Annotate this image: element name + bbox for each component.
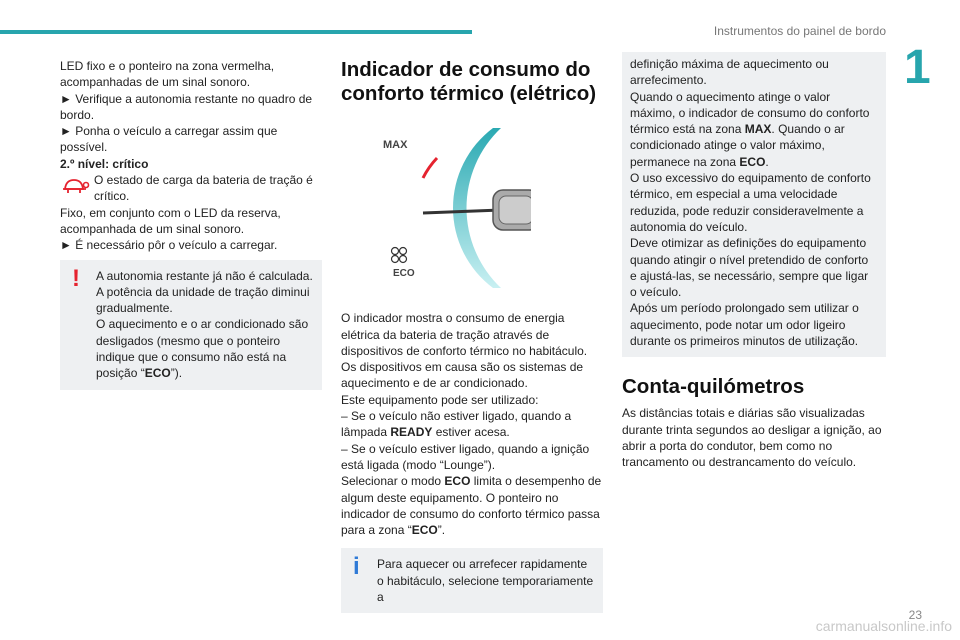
- level-2-heading: 2.º nível: crítico: [60, 156, 149, 171]
- section-title: Indicador de consumo do conforto térmico (elétrico): [341, 58, 597, 105]
- paragraph: ► Ponha o veículo a carregar assim que possível.: [60, 124, 278, 155]
- info-text: Deve otimizar as definições do equipamento quando atingir o nível pretendido de conforto e ajustá-las, se necessário, sempre que ligar o veículo.: [630, 236, 869, 300]
- column-3: [622, 58, 886, 471]
- info-text: definição máxima de aquecimento ou arrefecimento.: [630, 57, 829, 88]
- info-box-continued: [622, 52, 886, 357]
- info-text: Para aquecer ou arrefecer rapidamente o habitáculo, selecione temporariamente a: [377, 557, 594, 605]
- gauge-max-label: MAX: [383, 139, 408, 151]
- watermark: carmanualsonline.info: [815, 618, 952, 634]
- paragraph: As distâncias totais e diárias são visualizadas durante trinta segundos ao desligar a ignição, ao abrir a porta do condutor, bem como no trancamento ou destrancamento do veículo.: [622, 406, 882, 470]
- paragraph: LED fixo e o ponteiro na zona vermelha, acompanhadas de um sinal sonoro.: [60, 59, 275, 90]
- paragraph: Este equipamento pode ser utilizado:: [341, 392, 539, 407]
- paragraph: – Se o veículo não estiver ligado, quando a lâmpada READY estiver acesa.: [341, 409, 572, 440]
- column-2: [341, 58, 603, 613]
- warning-text: A autonomia restante já não é calculada. A potência da unidade de tração diminui gradualmente.: [96, 268, 313, 316]
- warning-box: [60, 260, 322, 390]
- info-text: Após um período prolongado sem utilizar o aquecimento, pode notar um odor ligeiro durante os primeiros minutos de utilização.: [630, 301, 859, 349]
- critical-level-row: [60, 172, 322, 205]
- info-text: O uso excessivo do equipamento de conforto térmico, em especial a uma velocidade reduzida, pode reduzir consideravelmente a autonomia do veículo.: [630, 171, 871, 234]
- chapter-number: 1: [904, 41, 931, 94]
- info-icon: i: [353, 553, 360, 581]
- paragraph: Os dispositivos em causa são os sistemas de aquecimento e de ar condicionado.: [341, 360, 584, 391]
- page-number: 23: [908, 608, 922, 622]
- info-text: Quando o aquecimento atinge o valor máximo, o indicador de consumo do conforto térmico está na zona MAX. Quando o ar condicionado atinge o valor máximo, permanece na zona ECO.: [630, 89, 870, 169]
- paragraph: ► É necessário pôr o veículo a carregar.: [60, 238, 278, 253]
- fan-icon: [392, 248, 407, 263]
- section-title: Conta-quilómetros: [622, 375, 805, 399]
- paragraph: – Se o veículo estiver ligado, quando a ignição está ligada (modo “Lounge”).: [341, 441, 590, 472]
- paragraph: Fixo, em conjunto com o LED da reserva, acompanhada de um sinal sonoro.: [60, 205, 281, 236]
- header-accent-bar: [0, 30, 472, 34]
- warning-text: O aquecimento e o ar condicionado são desligados (mesmo que o ponteiro indique que o consumo não está na posição “ECO”).: [96, 317, 309, 381]
- paragraph: ► Verifique a autonomia restante no quadro de bordo.: [60, 91, 313, 122]
- paragraph: O estado de carga da bateria de tração é crítico.: [94, 173, 313, 204]
- section-header-title: Instrumentos do painel de bordo: [713, 24, 886, 38]
- gauge-eco-label: ECO: [393, 268, 415, 279]
- paragraph: O indicador mostra o consumo de energia elétrica da bateria de tração através de dispositivos de conforto térmico no habitáculo.: [341, 311, 588, 358]
- exclamation-icon: !: [72, 264, 80, 292]
- thermal-comfort-gauge: [381, 118, 603, 302]
- info-box: [341, 548, 603, 613]
- column-1: [60, 58, 322, 390]
- turtle-warning-icon: [60, 172, 94, 202]
- paragraph: Selecionar o modo ECO limita o desempenho de algum deste equipamento. O ponteiro no indicador de consumo do conforto térmico passa para a zona “ECO”.: [341, 474, 602, 538]
